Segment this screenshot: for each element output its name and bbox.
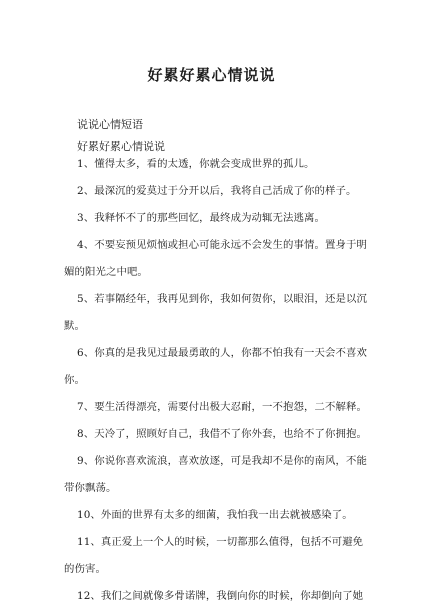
list-item: 7、要生活得漂亮，需要付出极大忍耐，一不抱怨，二不解释。 — [77, 401, 367, 413]
list-item: 9、你说你喜欢流浪，喜欢放逐，可是我却不是你的南风，不能 带你飘荡。 — [64, 455, 367, 494]
document-title: 好累好累心情说说 — [147, 66, 276, 84]
list-item: 11、真正爱上一个人的时候，一切都那么值得，包括不可避免 的伤害。 — [64, 536, 364, 575]
list-item: 8、天冷了，照顾好自己，我借不了你外套，也给不了你拥抱。 — [77, 428, 367, 440]
list-item: 5、若事隔经年，我再见到你，我如何贺你，以眼泪，还是以沉 默。 — [64, 293, 367, 332]
section-subtitle: 说说心情短语 — [77, 118, 143, 131]
list-item: 6、你真的是我见过最最勇敢的人，你都不怕我有一天会不喜欢 你。 — [64, 347, 367, 386]
list-item: 4、不要妄预见烦恼或担心可能永远不会发生的事情。置身于明 媚的阳光之中吧。 — [64, 239, 367, 278]
list-item: 3、我释怀不了的那些回忆，最终成为动辄无法逃离。 — [77, 212, 325, 224]
list-item: 2、最深沉的爱莫过于分开以后，我将自己活成了你的样子。 — [77, 185, 357, 197]
list-item: 1、懂得太多，看的太透，你就会变成世界的孤儿。 — [77, 158, 315, 170]
section-subtitle: 好累好累心情说说 — [77, 140, 165, 153]
list-item: 12、我们之间就像多骨诺牌，我倒向你的时候，你却倒向了她 — [77, 590, 364, 602]
list-item: 10、外面的世界有太多的细菌，我怕我一出去就被感染了。 — [77, 509, 353, 521]
